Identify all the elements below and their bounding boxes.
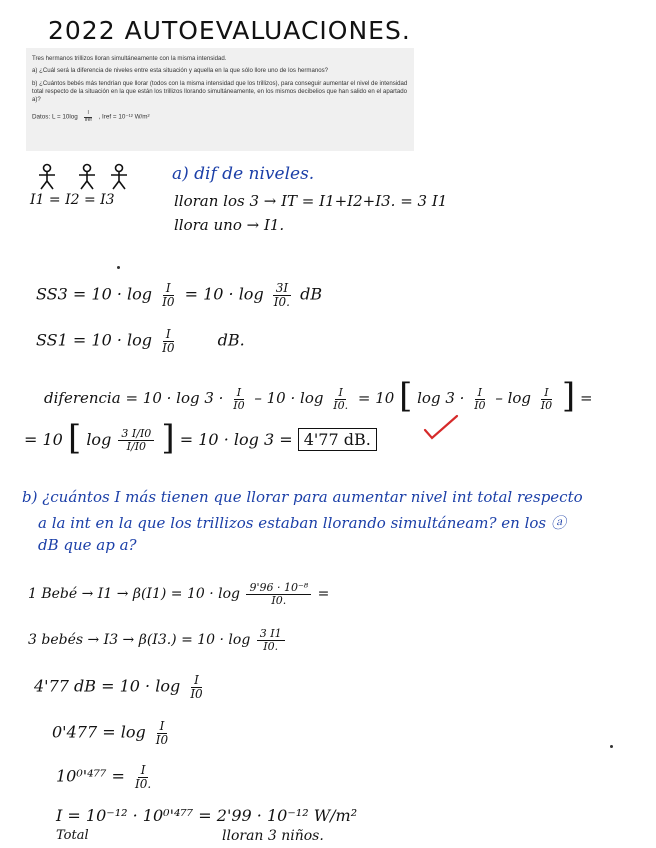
log-equation: 0'477 = log $\frac{I}{I0}$ xyxy=(52,719,169,747)
data-label: Datos: xyxy=(32,113,51,121)
difference-result: = 10 [ log $\frac{3 I/I0}{I/I0}$ ] = 10 · log 3 = 4'77 dB. xyxy=(24,414,377,454)
final-result: I = 10⁻¹² · 10⁰'⁴⁷⁷ = 2'99 · 10⁻¹² W/m² xyxy=(56,806,358,825)
part-a-line1: lloran los 3 → IT = I1+I2+I3. = 3 I1 xyxy=(174,192,448,210)
data-iref: , Iref = 10⁻¹² W/m² xyxy=(98,113,150,121)
data-fraction: $\frac{I}{\text{Iref}}$ xyxy=(84,110,92,123)
part-b-line3: dB que ap a? xyxy=(38,536,137,554)
part-a-header: a) dif de niveles. xyxy=(172,164,315,184)
baby-figure-icon xyxy=(76,163,98,191)
baby-figure-icon xyxy=(108,163,130,191)
problem-data xyxy=(32,111,408,123)
problem-intro: Tres hermanos trillizos lloran simultáneamente con la misma intensidad. xyxy=(32,55,227,62)
checkmark-icon xyxy=(422,413,460,441)
level-equation: 4'77 dB = 10 · log $\frac{I}{I0}$ xyxy=(34,673,203,701)
problem-part-a: a) ¿Cuál será la diferencia de niveles entre esta situación y aquella en la que sólo llore uno de los hermanos? xyxy=(32,67,329,75)
three-babies-equation: 3 bebés → I3 → β(I3.) = 10 · log $\frac{3 I1}{I0.}$ xyxy=(28,628,287,652)
final-total-label: Total xyxy=(56,828,89,843)
data-formula: L = 10log xyxy=(51,113,78,121)
difference-equation: diferencia = 10 · log 3 · $\frac{I}{I0}$ – 10 · log $\frac{I}{I0.}$ = 10 [ log 3 · $\frac{I}{I0}$ – log $\frac{I}{I0}$ ] = xyxy=(44,376,593,416)
stray-dot xyxy=(117,266,120,269)
part-a-line2: llora uno → I1. xyxy=(174,216,285,234)
page-title: 2022 AUTOEVALUACIONES. xyxy=(48,16,411,45)
final-note: lloran 3 niños. xyxy=(222,828,324,844)
part-b-line1: b) ¿cuántos I más tienen que llorar para aumentar nivel int total respecto xyxy=(22,488,583,506)
babies-intensity: I1 = I2 = I3 xyxy=(30,192,115,208)
problem-part-b: b) ¿Cuántos bebés más tendrían que llorar (todos con la misma intensidad que los trillizos), para conseguir aumentar el nivel de intensidad total respecto de la situación en la que están los trillizos llorando simultáneamente, en los mismos decibelios que han salido en el apartado a)? xyxy=(32,79,408,104)
result-box: 4'77 dB. xyxy=(298,428,377,451)
one-baby-equation: 1 Bebé → I1 → β(I1) = 10 · log $\frac{\text{9'96 · 10⁻⁸}}{I0.}$ = xyxy=(28,581,330,607)
ss1-equation: SS1 = 10 · log $\frac{I}{I0}$ dB. xyxy=(36,327,245,355)
part-b-line2: a la int en la que los trillizos estaban llorando simultáneam? en los ⓐ xyxy=(38,514,566,532)
baby-figure-icon xyxy=(36,163,58,191)
ss3-equation: SS3 = 10 · log $\frac{I}{I0}$ = 10 · log $\frac{3I}{I0.}$ dB xyxy=(36,281,323,309)
stray-dot xyxy=(610,745,613,748)
exp-equation: 10⁰'⁴⁷⁷ = $\frac{I}{I0.}$ xyxy=(56,763,152,791)
problem-statement xyxy=(26,48,414,151)
